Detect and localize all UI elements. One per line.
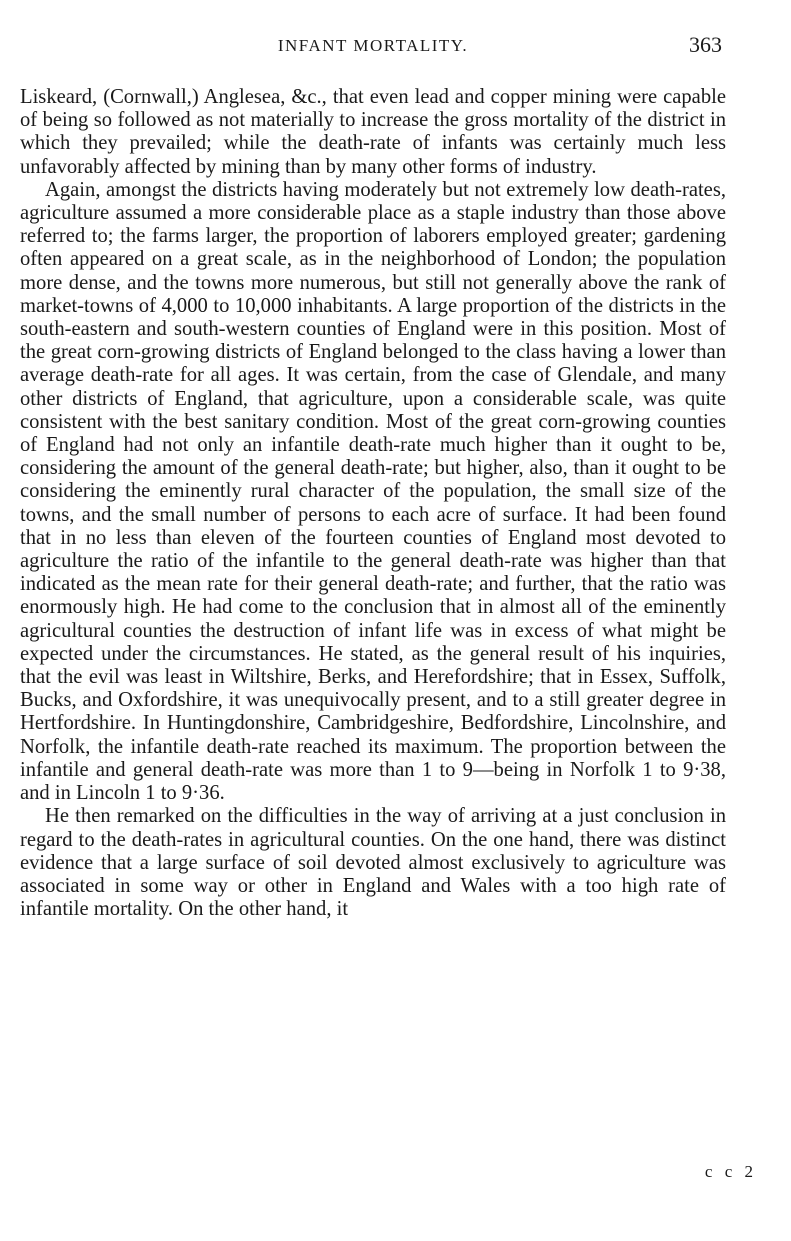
paragraph: He then remarked on the difficulties in the way of arriving at a just conclusion in regard to the death-rates in agricultural counties. On the one hand, there was distinct evidence that a large surface of soil devoted almost exclusively to agriculture was associated in some way or other in England and Wales with a too high rate of infantile mortality. On the other hand, it — [20, 805, 726, 921]
signature-mark: c c 2 — [704, 1162, 757, 1181]
paragraph-continued: Liskeard, (Cornwall,) Anglesea, &c., that even lead and copper mining were capable of being so followed as not materially to increase the gross mortality of the district in which they prevailed; while the death-rate of infants was certainly much less unfavorably affected by mining than by many other forms of industry. — [20, 86, 726, 178]
body-text — [20, 86, 726, 921]
paragraph: Again, amongst the districts having moderately but not extremely low death-rates, agriculture assumed a more considerable place as a staple industry than those above referred to; the farms larger, the proportion of laborers employed greater; gardening often appeared on a great scale, as in the neighborhood of London; the population more dense, and the towns more numerous, but still not generally above the rank of market-towns of 4,000 to 10,000 inhabitants. A large proportion of the districts in the south-eastern and south-western counties of England were in this position. Most of the great corn-growing districts of England belonged to the class having a lower than average death-rate for all ages. It was certain, from the case of Glendale, and many other districts of England, that agriculture, upon a considerable scale, was quite consistent with the best sanitary condition. Most of the great corn-growing counties of England had not only an infantile death-rate much higher than it ought to be, considering the amount of the general death-rate; but higher, also, than it ought to be considering the eminently rural character of the population, the small size of the towns, and the small number of persons to each acre of surface. It had been found that in no less than eleven of the fourteen counties of England most devoted to agriculture the ratio of the infantile to the general death-rate was higher than that indicated as the mean rate for their general death-rate; and further, that the ratio was enormously high. He had come to the conclusion that in almost all of the eminently agricultural counties the destruction of infant life was in excess of what might be expected under the circumstances. He stated, as the general result of his inquiries, that the evil was least in Wiltshire, Berks, and Herefordshire; that in Essex, Suffolk, Bucks, and Oxfordshire, it was unequivocally present, and to a still greater degree in Hertfordshire. In Huntingdonshire, Cambridgeshire, Bedfordshire, Lincolnshire, and Norfolk, the infantile death-rate reached its maximum. The proportion between the infantile and general death-rate was more than 1 to 9—being in Norfolk 1 to 9·38, and in Lincoln 1 to 9·36. — [20, 178, 726, 805]
running-head — [20, 30, 726, 70]
page-number: 363 — [689, 32, 722, 57]
running-title: INFANT MORTALITY. — [277, 36, 469, 55]
book-page — [20, 30, 726, 921]
